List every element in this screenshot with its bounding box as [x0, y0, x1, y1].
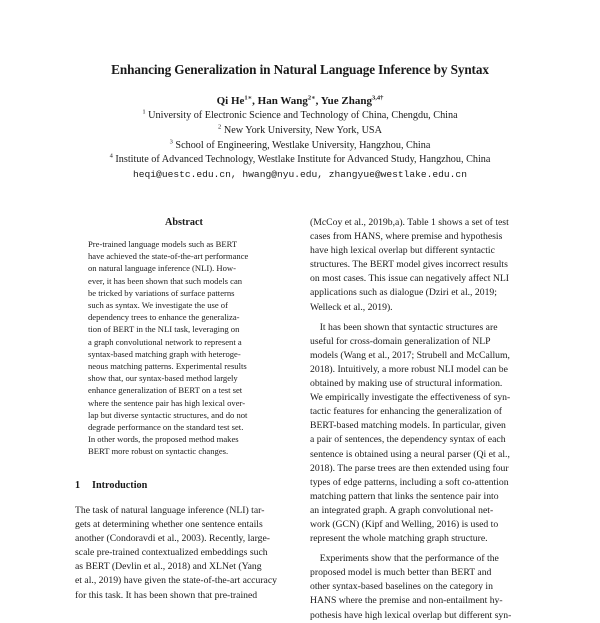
author-superscript: 2∗: [307, 94, 316, 102]
affiliation-text: School of Engineering, Westlake University, Hangzhou, China: [175, 139, 431, 151]
body-line: other syntax-based baselines on the category in: [310, 581, 493, 593]
body-line: Welleck et al., 2019).: [310, 301, 393, 313]
affiliation-text: New York University, New York, USA: [223, 124, 382, 136]
abstract-line: In other words, the proposed method makes: [88, 434, 239, 445]
affiliation-text: University of Electronic Science and Technology of China, Chengdu, China: [148, 110, 458, 121]
abstract-line: ever, it has been shown that such models can: [88, 275, 243, 286]
body-line: types of edge patterns, including a soft co-attention: [310, 476, 509, 488]
author-list: [0, 95, 600, 107]
affiliation-line: [0, 109, 600, 124]
affiliation-line: [0, 139, 600, 154]
abstract-line: be tricked by variations of surface patterns: [88, 287, 235, 298]
body-line: have high lexical overlap but different syntactic: [310, 245, 495, 257]
abstract-line: such as syntax. We investigate the use of: [88, 300, 228, 311]
abstract-line: BERT more robust on syntactic changes.: [88, 446, 229, 457]
abstract-line: Pre-trained language models such as BERT: [88, 239, 238, 249]
body-line: represent the whole matching graph structure.: [310, 533, 488, 545]
body-line: 2018). The parse trees are then extended using four: [310, 462, 509, 474]
body-line: models (Wang et al., 2017; Strubell and McCallum,: [310, 349, 510, 361]
body-line: It has been shown that syntactic structures are: [310, 321, 498, 333]
affiliation-number: 1: [142, 108, 146, 116]
author-emails: heqi@uestc.edu.cn, hwang@nyu.edu, zhangyue@westlake.edu.cn: [133, 169, 467, 181]
body-line: scale pre-trained contextualized embeddings such: [75, 547, 268, 559]
body-line: et al., 2019) have given the state-of-the-art accuracy: [75, 575, 277, 587]
body-line: The task of natural language inference (NLI) tar-: [75, 505, 265, 516]
body-line: Experiments show that the performance of the: [310, 553, 499, 565]
author-separator: ,: [315, 95, 321, 107]
body-line: BERT-based matching models. In particular, given: [310, 420, 506, 432]
body-line: on most cases. This issue can negatively affect NLI: [310, 273, 509, 285]
author-separator: ,: [252, 95, 258, 107]
body-line: 2018). Intuitively, a more robust NLI model can be: [310, 363, 508, 375]
affiliations: [0, 109, 600, 182]
body-line: pothesis have high lexical overlap but different syn-: [310, 609, 512, 621]
introduction-left-column: [75, 504, 290, 603]
abstract-heading: Abstract: [165, 217, 203, 228]
abstract-line: have achieved the state-of-the-art performance: [88, 251, 249, 262]
body-line: applications such as dialogue (Dziri et al., 2019;: [310, 287, 497, 299]
right-column: [310, 216, 525, 623]
body-line: as BERT (Devlin et al., 2018) and XLNet (Yang: [75, 561, 262, 573]
abstract-line: on natural language inference (NLI). How-: [88, 263, 236, 274]
abstract-line: enhance generalization of BERT on a test set: [88, 385, 243, 396]
body-line: tactic features for enhancing the generalization of: [310, 406, 503, 418]
body-line: cases from HANS, where premise and hypothesis: [310, 231, 503, 243]
body-line: an integrated graph. A graph convolutional net-: [310, 504, 494, 516]
section-heading-introduction: [75, 480, 147, 491]
abstract-line: show that, our syntax-based method largely: [88, 373, 238, 384]
section-number: 1: [75, 480, 81, 491]
abstract-line: where the sentence pair has high lexical over-: [88, 397, 246, 408]
body-line: (McCoy et al., 2019b,a). Table 1 shows a set of test: [310, 217, 509, 228]
abstract-line: dependency trees to enhance the generaliza-: [88, 312, 240, 323]
author-name: Qi He: [216, 95, 245, 107]
affiliation-line: [0, 124, 600, 139]
affiliation-number: 3: [169, 138, 173, 146]
author-name: Han Wang: [257, 95, 308, 107]
body-line: gets at determining whether one sentence entails: [75, 519, 263, 531]
section-title: Introduction: [92, 480, 148, 491]
abstract-line: a graph convolutional network to represent a: [88, 336, 242, 347]
body-line: HANS where the premise and non-entailment hy-: [310, 595, 503, 607]
affiliation-number: 2: [218, 123, 222, 131]
paper-title: Enhancing Generalization in Natural Language Inference by Syntax: [111, 62, 489, 77]
body-line: another (Condoravdi et al., 2003). Recently, large-: [75, 533, 271, 545]
author-superscript: 3,4†: [372, 94, 384, 102]
abstract-line: syntax-based matching graph with heteroge-: [88, 348, 241, 359]
body-line: useful for cross-domain generalization of NLP: [310, 335, 491, 347]
affiliation-number: 4: [109, 153, 113, 160]
body-line: obtained by making use of structural information.: [310, 378, 503, 390]
affiliation-text: Institute of Advanced Technology, Westlake Institute for Advanced Study, Hangzhou, China: [115, 154, 491, 166]
body-line: for this task. It has been shown that pre-trained: [75, 589, 258, 601]
body-line: proposed model is much better than BERT and: [310, 567, 492, 579]
author-superscript: 1∗: [244, 94, 253, 102]
author-name: Yue Zhang: [320, 95, 373, 107]
abstract-line: tion of BERT in the NLI task, leveraging on: [88, 324, 240, 335]
body-line: a pair of sentences, the dependency syntax of each: [310, 434, 506, 446]
abstract-line: neous matching patterns. Experimental results: [88, 361, 247, 372]
body-line: structures. The BERT model gives incorrect results: [310, 259, 508, 271]
body-line: We empirically investigate the effectiveness of syn-: [310, 392, 511, 404]
body-line: work (GCN) (Kipf and Welling, 2016) is used to: [310, 518, 499, 530]
abstract-body: [88, 238, 280, 458]
abstract-line: degrade performance on the standard test set.: [88, 422, 244, 433]
abstract-line: lap but diverse syntactic structures, and do not: [88, 409, 248, 420]
body-line: sentence is obtained using a neural parser (Qi et al.,: [310, 448, 510, 460]
affiliation-line: [0, 153, 600, 168]
body-line: matching pattern that links the sentence pair into: [310, 490, 499, 502]
